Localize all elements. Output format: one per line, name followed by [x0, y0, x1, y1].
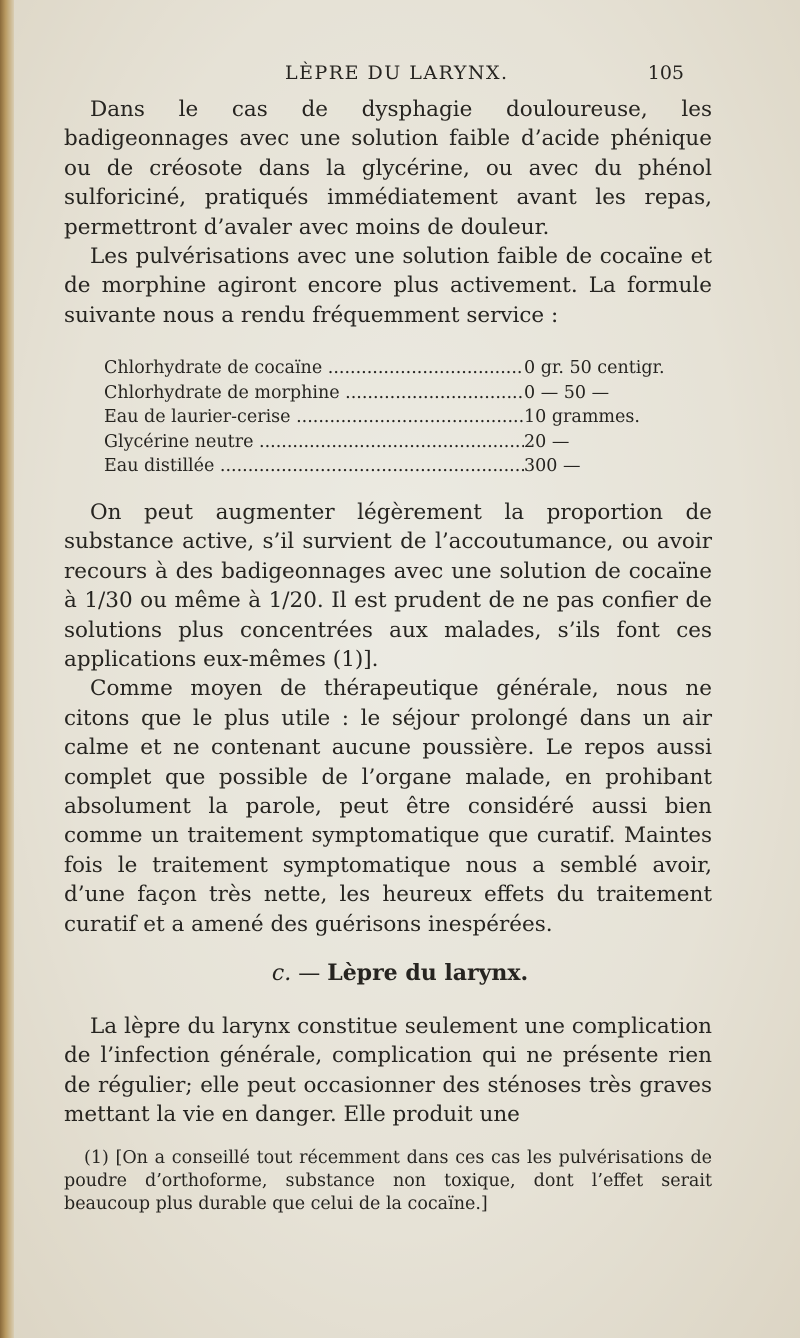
- book-spine-edge: [0, 0, 14, 1338]
- formula-row: [104, 430, 704, 455]
- section-heading: [0, 960, 800, 986]
- prescription-formula: [104, 356, 704, 479]
- formula-row: [104, 454, 704, 479]
- running-head: LÈPRE DU LARYNX.: [285, 62, 509, 84]
- paragraph-pulverisations: Les pulvérisations avec une solution faible de cocaïne et de morphine agiront encore plus activement. La formule suivante nous a rendu fréquemment service :: [64, 244, 712, 328]
- formula-row: [104, 381, 704, 406]
- page-number: 105: [647, 62, 684, 84]
- formula-row: [104, 356, 704, 381]
- formula-ingredient: Chlorhydrate de cocaïne .....: [104, 356, 524, 381]
- formula-quantity: 10 grammes.: [524, 407, 640, 427]
- body-text-bottom: [64, 1012, 712, 1130]
- paragraph-lepra: La lèpre du larynx constitue seulement une complication de l’infection générale, complication qui ne présente rien de régulier; elle peut occasionner des sténoses très graves mettant la vie en danger. Elle produit une: [64, 1014, 712, 1128]
- formula-quantity: 300 —: [524, 456, 581, 476]
- formula-quantity: 20 —: [524, 431, 570, 452]
- body-text-middle: [64, 498, 712, 939]
- page-header: [0, 62, 800, 88]
- formula-ingredient: Chlorhydrate de morphine .....: [104, 381, 524, 406]
- section-letter: c.: [271, 961, 292, 986]
- section-dash: —: [298, 961, 321, 986]
- footnote: (1) [On a conseillé tout récemment dans ces cas les pulvérisations de poudre d’orthoforme, substance non toxique, dont l’effet serait beaucoup plus durable que celui de la cocaïne.]: [64, 1148, 712, 1214]
- paragraph-dosage: On peut augmenter légèrement la proportion de substance active, s’il survient de l’accoutumance, ou avoir recours à des badigeonnages avec une solution de cocaïne à 1/30 ou même à 1/20. Il est prudent de ne pas confier de solutions plus concentrées aux malades, s’ils font ces applications eux-mêmes (1)].: [64, 500, 712, 673]
- section-title: Lèpre du larynx.: [327, 960, 529, 986]
- body-text-top: [64, 95, 712, 330]
- formula-quantity: 0 gr. 50 centigr.: [524, 358, 665, 378]
- paragraph-therapeutics: Comme moyen de thérapeutique générale, nous ne citons que le plus utile : le séjour prolongé dans un air calme et ne contenant aucune poussière. Le repos aussi complet que possible de l’organe malade, en prohibant absolument la parole, peut être considéré aussi bien comme un traitement symptomatique que curatif. Maintes fois le traitement symptomatique nous a semblé avoir, d’une façon très nette, les heureux effets du traitement curatif et a amené des guérisons inespérées.: [64, 676, 712, 937]
- formula-quantity: 0 — 50 —: [524, 382, 610, 403]
- formula-row: [104, 405, 704, 430]
- paragraph-dysphagia: Dans le cas de dysphagie douloureuse, les badigeonnages avec une solution faible d’acide phénique ou de créosote dans la glycérine, ou avec du phénol sulforiciné, pratiqués immédiatement avant les repas, permettront d’avaler avec moins de douleur.: [64, 97, 712, 240]
- formula-ingredient: Glycérine neutre .....: [104, 430, 524, 455]
- formula-ingredient: Eau de laurier-cerise .....: [104, 405, 524, 430]
- formula-ingredient: Eau distillée .....: [104, 454, 524, 479]
